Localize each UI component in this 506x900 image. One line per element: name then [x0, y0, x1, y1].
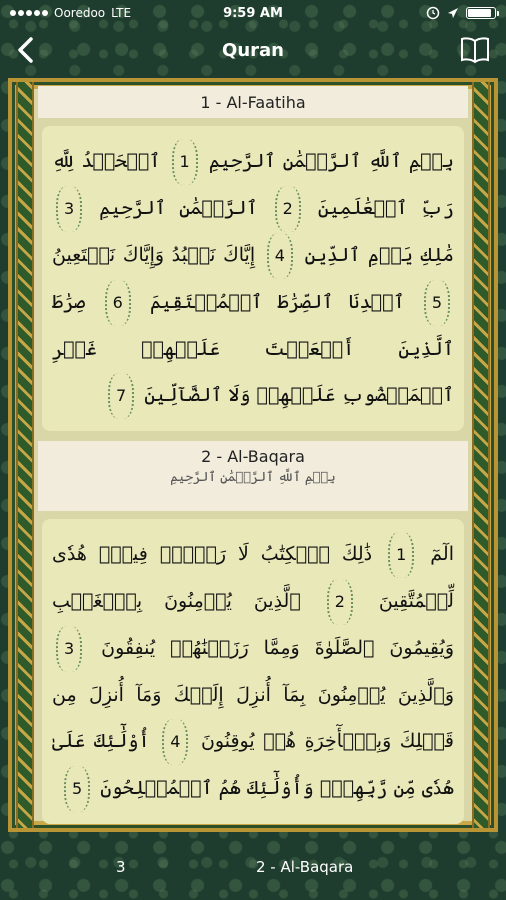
carrier-name: Ooredoo	[54, 6, 106, 20]
ornamental-border-left	[16, 82, 34, 828]
ornamental-border-right	[472, 82, 490, 828]
location-icon	[446, 6, 460, 20]
surah-header	[38, 86, 468, 118]
status-right	[426, 6, 496, 20]
basmala: بِسۡمِ ٱللَّهِ ٱلرَّحۡمَٰنِ ٱلرَّحِيمِ	[170, 470, 336, 485]
bottom-bar	[0, 836, 506, 900]
surah-header	[38, 441, 468, 511]
status-time: 9:59 AM	[223, 5, 283, 21]
surah-title: 2 - Al-Baqara	[201, 447, 305, 466]
status-bar	[0, 0, 506, 26]
battery-icon	[466, 7, 496, 19]
current-surah-label[interactable]: 2 - Al-Baqara	[256, 858, 354, 876]
network-type: LTE	[111, 6, 132, 20]
surah-title: 1 - Al-Faatiha	[200, 92, 306, 112]
signal-strength-icon	[10, 10, 48, 16]
quran-page-content[interactable]	[38, 86, 468, 828]
quran-page-frame	[8, 78, 498, 832]
ayah-block[interactable]: بِسۡمِ ٱللَّهِ ٱلرَّحۡمَٰنِ ٱلرَّحِيمِ 1 ٱلۡحَمۡدُ لِلَّهِ رَبِّ ٱلۡعَٰلَمِينَ 2 ٱلرَّحۡمَٰنِ ٱلرَّحِيمِ 3 مَٰلِكِ يَوۡمِ ٱلدِّينِ 4 إِيَّاكَ نَعۡبُدُ وَإِيَّاكَ نَسۡتَعِينُ 5 ٱهۡدِنَا ٱلصِّرَٰطَ ٱلۡمُسۡتَقِيمَ 6 صِرَٰطَ ٱلَّذِينَ أَنۡعَمۡتَ عَلَيۡهِمۡ غَيۡرِ ٱلۡمَغۡضُوبِ عَلَيۡهِمۡ وَلَا ٱلضَّآلِّينَ 7	[42, 126, 464, 431]
navigation-bar	[0, 26, 506, 74]
alarm-icon	[426, 6, 440, 20]
chevron-left-icon[interactable]	[12, 34, 42, 66]
open-book-icon[interactable]	[460, 36, 490, 64]
ayah-block[interactable]: الٓمٓ 1 ذَٰلِكَ ٱلۡكِتَٰبُ لَا رَيۡبَۛ فِيهِۛ هُدٗى لِّلۡمُتَّقِينَ 2 ٱلَّذِينَ يُؤۡمِنُونَ بِٱلۡغَيۡبِ وَيُقِيمُونَ ٱلصَّلَوٰةَ وَمِمَّا رَزَقۡنَٰهُمۡ يُنفِقُونَ 3 وَٱلَّذِينَ يُؤۡمِنُونَ بِمَآ أُنزِلَ إِلَيۡكَ وَمَآ أُنزِلَ مِن قَبۡلِكَ وَبِٱلۡأٓخِرَةِ هُمۡ يُوقِنُونَ 4 أُوْلَٰٓئِكَ عَلَىٰ هُدٗى مِّن رَّبِّهِمۡۖ وَأُوْلَٰٓئِكَ هُمُ ٱلۡمُفۡلِحُونَ 5	[42, 519, 464, 824]
status-left	[10, 6, 131, 20]
page-number[interactable]: 3	[116, 858, 126, 876]
page-title: Quran	[222, 39, 284, 61]
